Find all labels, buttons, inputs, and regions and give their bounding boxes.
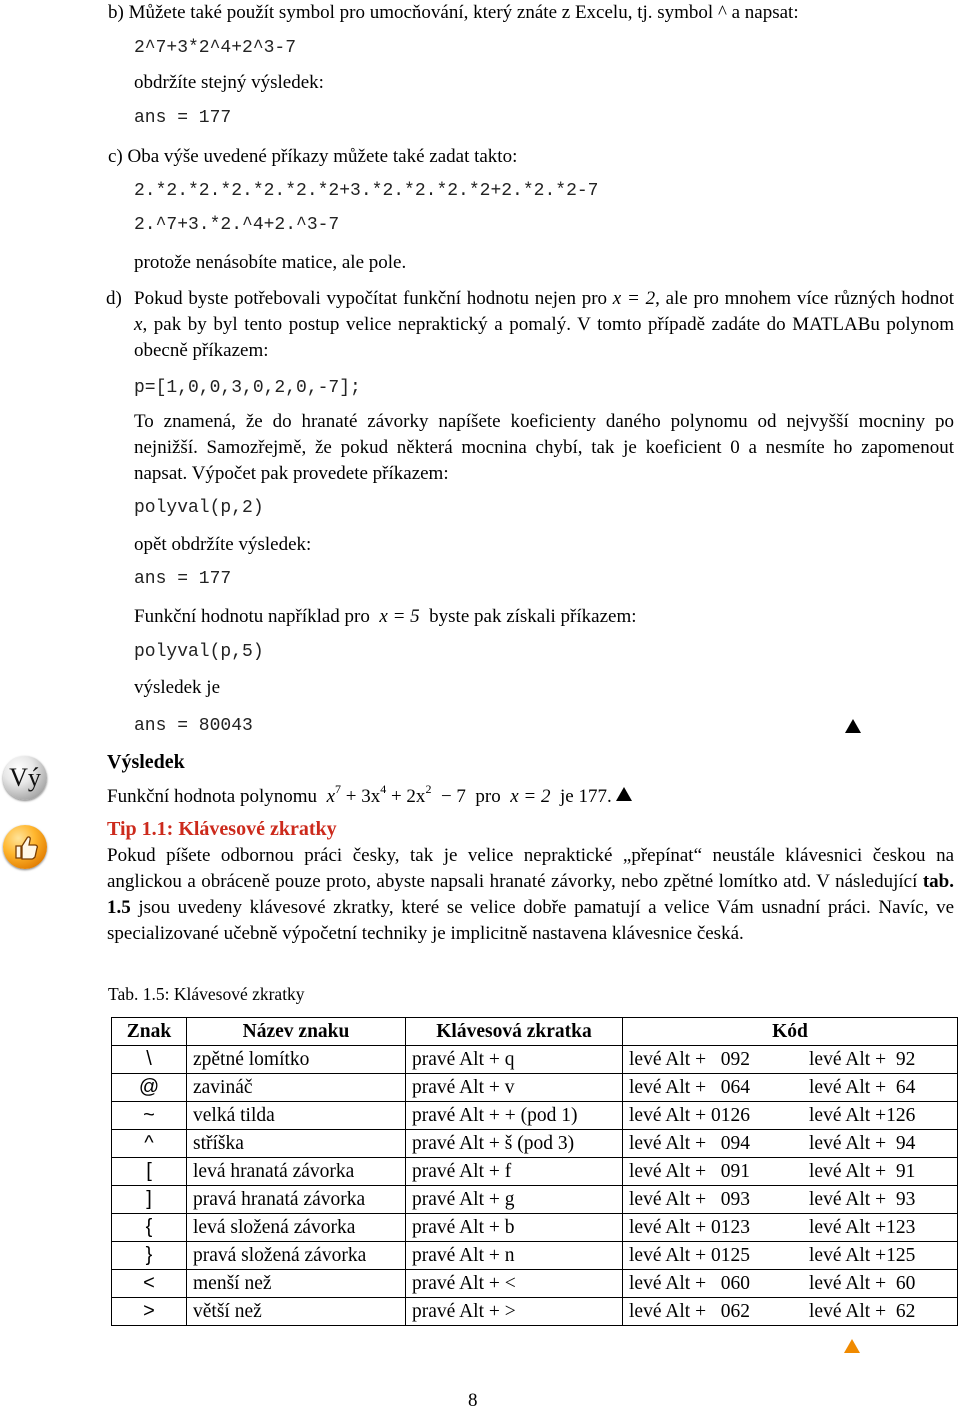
result-end-triangle-icon	[616, 787, 632, 801]
code-cell: levé Alt + 060	[623, 1270, 804, 1298]
shortcut-cell: pravé Alt + š (pod 3)	[406, 1130, 623, 1158]
code-cell: levé Alt + 094	[623, 1130, 804, 1158]
tip-paragraph: Pokud píšete odbornou práci česky, tak je velice nepraktické „přepínat“ neustále klávesnici českou na anglickou a obráceně pouze proto, abyste napsali hranaté závorky, nebo zpětné lomítko atd. V následující tab. 1.5 jsou uvedeny klávesové zkratky, které se velice dobře pamatují a velice Vám usnadní práci. Navíc, ve specializované učebně výpočetní techniky je implicitně nastavena klávesnice česká.	[107, 845, 955, 944]
tip-heading: Tip 1.1: Klávesové zkratky	[107, 818, 337, 840]
symbol-cell: @	[112, 1074, 187, 1102]
code-cell: levé Alt + 091	[623, 1158, 804, 1186]
column-header: Klávesová zkratka	[406, 1018, 623, 1046]
table-row	[112, 1214, 958, 1242]
symbol-cell: ]	[112, 1186, 187, 1214]
code-cell: levé Alt + 64	[803, 1074, 958, 1102]
shortcut-cell: pravé Alt + v	[406, 1074, 623, 1102]
table-row	[112, 1186, 958, 1214]
result-icon: Vý	[3, 756, 47, 800]
equation-x2: x = 2	[612, 288, 656, 309]
table-row	[112, 1158, 958, 1186]
shortcut-cell: pravé Alt + q	[406, 1046, 623, 1074]
name-cell: zavináč	[187, 1074, 406, 1102]
ans-d-3: ans = 80043	[134, 716, 253, 736]
code-cell: levé Alt + 0125	[623, 1242, 804, 1270]
code-d-2: polyval(p,2)	[134, 498, 264, 518]
ans-d-2: ans = 177	[134, 569, 232, 589]
code-c-1: 2.*2.*2.*2.*2.*2.*2+3.*2.*2.*2.*2+2.*2.*2-7	[134, 181, 599, 201]
table-row	[112, 1242, 958, 1270]
code-cell: levé Alt + 0126	[623, 1102, 804, 1130]
table-row	[112, 1298, 958, 1326]
code-cell: levé Alt +126	[803, 1102, 958, 1130]
item-b-intro: b) Můžete také použít symbol pro umocňování, který znáte z Excelu, tj. symbol ^ a napsat:	[108, 2, 799, 23]
symbol-cell: ~	[112, 1102, 187, 1130]
section-end-triangle-icon	[844, 1337, 860, 1359]
name-cell: velká tilda	[187, 1102, 406, 1130]
code-cell: levé Alt + 94	[803, 1130, 958, 1158]
name-cell: větší než	[187, 1298, 406, 1326]
table-row	[112, 1270, 958, 1298]
shortcut-cell: pravé Alt + >	[406, 1298, 623, 1326]
code-cell: levé Alt + 91	[803, 1158, 958, 1186]
equation-x5: x = 5	[379, 606, 420, 627]
code-cell: levé Alt + 62	[803, 1298, 958, 1326]
table-row	[112, 1130, 958, 1158]
item-c-intro: c) Oba výše uvedené příkazy můžete také zadat takto:	[108, 146, 518, 167]
table-row	[112, 1046, 958, 1074]
symbol-cell: }	[112, 1242, 187, 1270]
keyboard-shortcuts-table	[111, 1017, 958, 1326]
code-d-1: p=[1,0,0,3,0,2,0,-7];	[134, 378, 361, 398]
code-cell: levé Alt + 60	[803, 1270, 958, 1298]
code-cell: levé Alt + 092	[623, 1046, 804, 1074]
thumbs-up-icon	[3, 825, 47, 869]
column-header: Název znaku	[187, 1018, 406, 1046]
code-cell: levé Alt + 92	[803, 1046, 958, 1074]
page-number: 8	[468, 1390, 478, 1411]
text-c-1: protože nenásobíte matice, ale pole.	[134, 252, 407, 273]
end-triangle-icon	[845, 717, 861, 739]
column-header: Znak	[112, 1018, 187, 1046]
shortcut-cell: pravé Alt + b	[406, 1214, 623, 1242]
symbol-cell: >	[112, 1298, 187, 1326]
code-b-1: 2^7+3*2^4+2^3-7	[134, 38, 297, 58]
shortcut-cell: pravé Alt + g	[406, 1186, 623, 1214]
result-line: Funkční hodnota polynomu $x^7 + 3x^4 + 2x^2 - 7$ pro x = 2 je 177.	[107, 782, 632, 808]
shortcut-cell: pravé Alt + f	[406, 1158, 623, 1186]
ans-b-1: ans = 177	[134, 108, 232, 128]
name-cell: stříška	[187, 1130, 406, 1158]
symbol-cell: {	[112, 1214, 187, 1242]
text-d-4: Funkční hodnotu například pro x = 5 byste pak získali příkazem:	[134, 606, 637, 627]
code-cell: levé Alt + 064	[623, 1074, 804, 1102]
table-row	[112, 1074, 958, 1102]
code-cell: levé Alt + 093	[623, 1186, 804, 1214]
name-cell: levá hranatá závorka	[187, 1158, 406, 1186]
name-cell: zpětné lomítko	[187, 1046, 406, 1074]
item-d-paragraph-2: To znamená, že do hranaté závorky napíšete koeficienty daného polynomu od nejvyšší mocniny po nejnižší. Samozřejmě, že pokud některá mocnina chybí, tak je koeficient 0 a nesmíte ho zapomenout napsat. Výpočet pak provedete příkazem:	[134, 411, 954, 484]
code-cell: levé Alt + 0123	[623, 1214, 804, 1242]
symbol-cell: [	[112, 1158, 187, 1186]
table-caption: Tab. 1.5: Klávesové zkratky	[108, 984, 305, 1004]
table-reference: tab. 1.5	[107, 871, 954, 918]
table-row	[112, 1102, 958, 1130]
symbol-cell: ^	[112, 1130, 187, 1158]
shortcut-cell: pravé Alt + n	[406, 1242, 623, 1270]
column-header: Kód	[623, 1018, 958, 1046]
text-b-1: obdržíte stejný výsledek:	[134, 72, 324, 93]
item-d-label: d)	[106, 288, 122, 309]
code-d-3: polyval(p,5)	[134, 642, 264, 662]
shortcut-cell: pravé Alt + + (pod 1)	[406, 1102, 623, 1130]
name-cell: pravá hranatá závorka	[187, 1186, 406, 1214]
table-header-row	[112, 1018, 958, 1046]
code-cell: levé Alt +123	[803, 1214, 958, 1242]
name-cell: menší než	[187, 1270, 406, 1298]
code-cell: levé Alt +125	[803, 1242, 958, 1270]
item-d-paragraph-1: Pokud byste potřebovali vypočítat funkční hodnotu nejen pro x = 2, ale pro mnohem více různých hodnot x, pak by byl tento postup velice nepraktický a pomalý. V tomto případě zadáte do MATLABu polynom obecně příkazem:	[134, 288, 954, 361]
symbol-cell: \	[112, 1046, 187, 1074]
code-cell: levé Alt + 93	[803, 1186, 958, 1214]
name-cell: levá složená závorka	[187, 1214, 406, 1242]
result-heading: Výsledek	[107, 751, 185, 773]
name-cell: pravá složená závorka	[187, 1242, 406, 1270]
code-cell: levé Alt + 062	[623, 1298, 804, 1326]
text-d-5: výsledek je	[134, 677, 221, 698]
code-c-2: 2.^7+3.*2.^4+2.^3-7	[134, 215, 340, 235]
shortcut-cell: pravé Alt + <	[406, 1270, 623, 1298]
symbol-cell: <	[112, 1270, 187, 1298]
text-d-3: opět obdržíte výsledek:	[134, 534, 312, 555]
